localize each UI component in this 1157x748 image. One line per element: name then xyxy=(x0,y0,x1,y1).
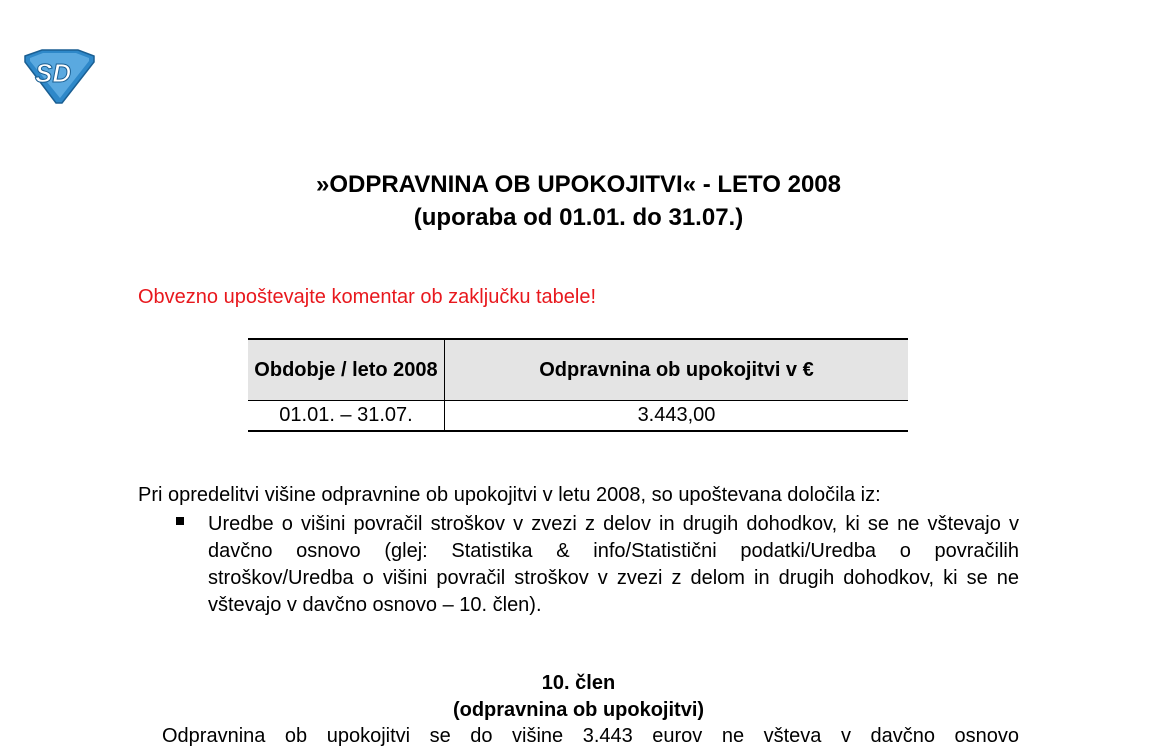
document-title xyxy=(0,168,1157,234)
cell-period: 01.01. – 31.07. xyxy=(248,401,445,432)
warning-notice: Obvezno upoštevajte komentar ob zaključku tabele! xyxy=(138,286,597,308)
article-body: Odpravnina ob upokojitvi se do višine 3.443 eurov ne všteva v davčno osnovo xyxy=(162,725,1019,747)
table-header-row xyxy=(248,339,908,401)
title-line-2: (uporaba od 01.01. do 31.07.) xyxy=(413,204,744,231)
severance-table xyxy=(248,338,908,432)
svg-text:SD: SD xyxy=(35,58,72,88)
sd-shield-logo-icon xyxy=(22,48,96,104)
bullet-text: Uredbe o višini povračil stroškov v zvezi z delov in drugih dohodkov, ki se ne vštevajo v davčno osnovo (glej: Statistika & info/Statistični podatki/Uredba o povračilih stroškov/Uredba o višini povračil stroškov v zvezi z delom in drugih dohodkov, ki se ne vštevajo v davčno osnovo – 10. člen). xyxy=(208,513,1019,616)
cell-amount: 3.443,00 xyxy=(445,401,909,432)
square-bullet-icon xyxy=(176,517,184,525)
title-line-1: »ODPRAVNINA OB UPOKOJITVI« - LETO 2008 xyxy=(315,171,841,198)
column-header-amount: Odpravnina ob upokojitvi v € xyxy=(445,339,909,401)
article-subtitle: (odpravnina ob upokojitvi) xyxy=(452,699,705,721)
column-header-period: Obdobje / leto 2008 xyxy=(248,339,445,401)
intro-paragraph: Pri opredelitvi višine odpravnine ob upokojitvi v letu 2008, so upoštevana določila iz: xyxy=(138,484,881,506)
table-row xyxy=(248,401,908,432)
article-number: 10. člen xyxy=(541,672,616,694)
